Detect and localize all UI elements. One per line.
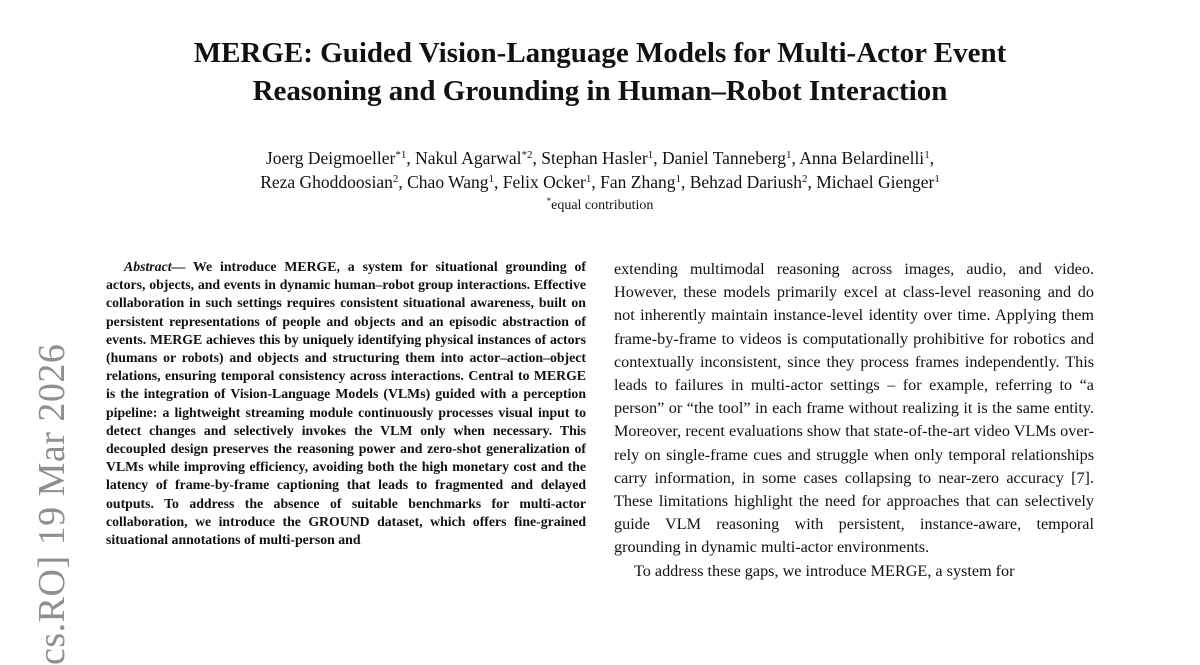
title-line-2: Reasoning and Grounding in Human–Robot Interaction [252, 75, 948, 107]
body-paragraph-1: extending multimodal reasoning across images, audio, and video. However, these models primarily excel at class-level reasoning and do not inherently maintain instance-level identity over time. Applying them frame-by-frame to videos is computationally prohibitive for robotics and contextually inconsistent, since they process frames independently. This leads to failures in multi-actor settings – for example, referring to “a person” or “the tool” in each frame without realizing it is the same entity. Moreover, recent evaluations show that state-of-the-art video VLMs over-rely on single-frame cues and struggle when only temporal relationships carry information, in some cases collapsing to near-zero accuracy [7]. These limitations highlight the need for approaches that can selectively guide VLM reasoning with persistent, instance-aware, temporal grounding in dynamic multi-actor environments. [614, 260, 1094, 557]
author-separator: , [398, 172, 408, 192]
paper-title [100, 34, 1100, 110]
abstract-label: Abstract [124, 259, 172, 274]
author-affiliation-mark: 1 [585, 173, 592, 185]
equal-contribution-note [100, 197, 1100, 215]
author-separator: , [406, 148, 416, 168]
author-separator: , [807, 172, 817, 192]
authors-line-2 [100, 170, 1100, 194]
abstract-text: We introduce MERGE, a system for situational grounding of actors, objects, and events in dynamic human–robot group interactions. Effective collaboration in such settings requires consistent situational awareness, built on persistent representations of people and objects and an episodic abstraction of events. MERGE achieves this by uniquely identifying physical instances of actors (humans or robots) and objects and structuring them into actor–action–object relations, ensuring temporal consistency across interactions. Central to MERGE is the integration of Vision-Language Models (VLMs) guided with a perception pipeline: a lightweight streaming module continuously processes visual input to detect changes and selectively invokes the VLM only when necessary. This decoupled design preserves the reasoning power and zero-shot generalization of VLMs while improving efficiency, avoiding both the high monetary cost and the latency of frame-by-frame captioning that leads to fragmented and delayed outputs. To address the absence of suitable benchmarks for multi-actor collaboration, we introduce the GROUND dataset, which offers fine-grained situational annotations of multi-person and [106, 259, 587, 548]
author-affiliation-mark: 1 [934, 173, 940, 185]
author-affiliation-mark: 1 [785, 149, 792, 161]
author-name: Behzad Dariush [689, 172, 802, 192]
author-affiliation-mark: 2 [392, 173, 399, 185]
body-column-right [614, 258, 1094, 583]
equal-contribution-mark: * [546, 196, 552, 206]
author-affiliation-mark: *2 [521, 149, 533, 161]
author-separator: , [791, 148, 800, 168]
abstract-dash: — [171, 259, 193, 274]
author-name: Daniel Tanneberg [661, 148, 786, 168]
author-affiliation-mark: 2 [801, 173, 808, 185]
author-affiliation-mark: *1 [395, 149, 407, 161]
author-list [100, 146, 1100, 194]
author-separator: , [494, 172, 503, 192]
author-separator: , [929, 148, 935, 168]
author-name: Joerg Deigmoeller [265, 148, 396, 168]
title-line-1: MERGE: Guided Vision-Language Models for Multi-Actor Event [193, 37, 1007, 69]
author-name: Fan Zhang [600, 172, 676, 192]
abstract-paragraph [106, 258, 586, 549]
author-separator: , [532, 148, 542, 168]
abstract-column [106, 258, 586, 549]
author-affiliation-mark: 1 [675, 173, 681, 185]
author-separator: , [653, 148, 662, 168]
author-name: Anna Belardinelli [799, 148, 925, 168]
author-name: Felix Ocker [502, 172, 586, 192]
author-name: Michael Gienger [816, 172, 935, 192]
author-name: Reza Ghoddoosian [260, 172, 393, 192]
author-separator: , [680, 172, 690, 192]
authors-line-1 [100, 146, 1100, 170]
body-paragraph-2: To address these gaps, we introduce MERGE, a system for [634, 561, 1015, 580]
author-name: Stephan Hasler [541, 148, 648, 168]
author-name: Nakul Agarwal [415, 148, 522, 168]
author-affiliation-mark: 1 [488, 173, 495, 185]
author-affiliation-mark: 1 [647, 149, 654, 161]
author-affiliation-mark: 1 [924, 149, 930, 161]
arxiv-stamp: cs.RO] 19 Mar 2026 [31, 343, 73, 665]
author-separator: , [591, 172, 601, 192]
author-name: Chao Wang [407, 172, 489, 192]
equal-contribution-text: equal contribution [551, 198, 654, 213]
